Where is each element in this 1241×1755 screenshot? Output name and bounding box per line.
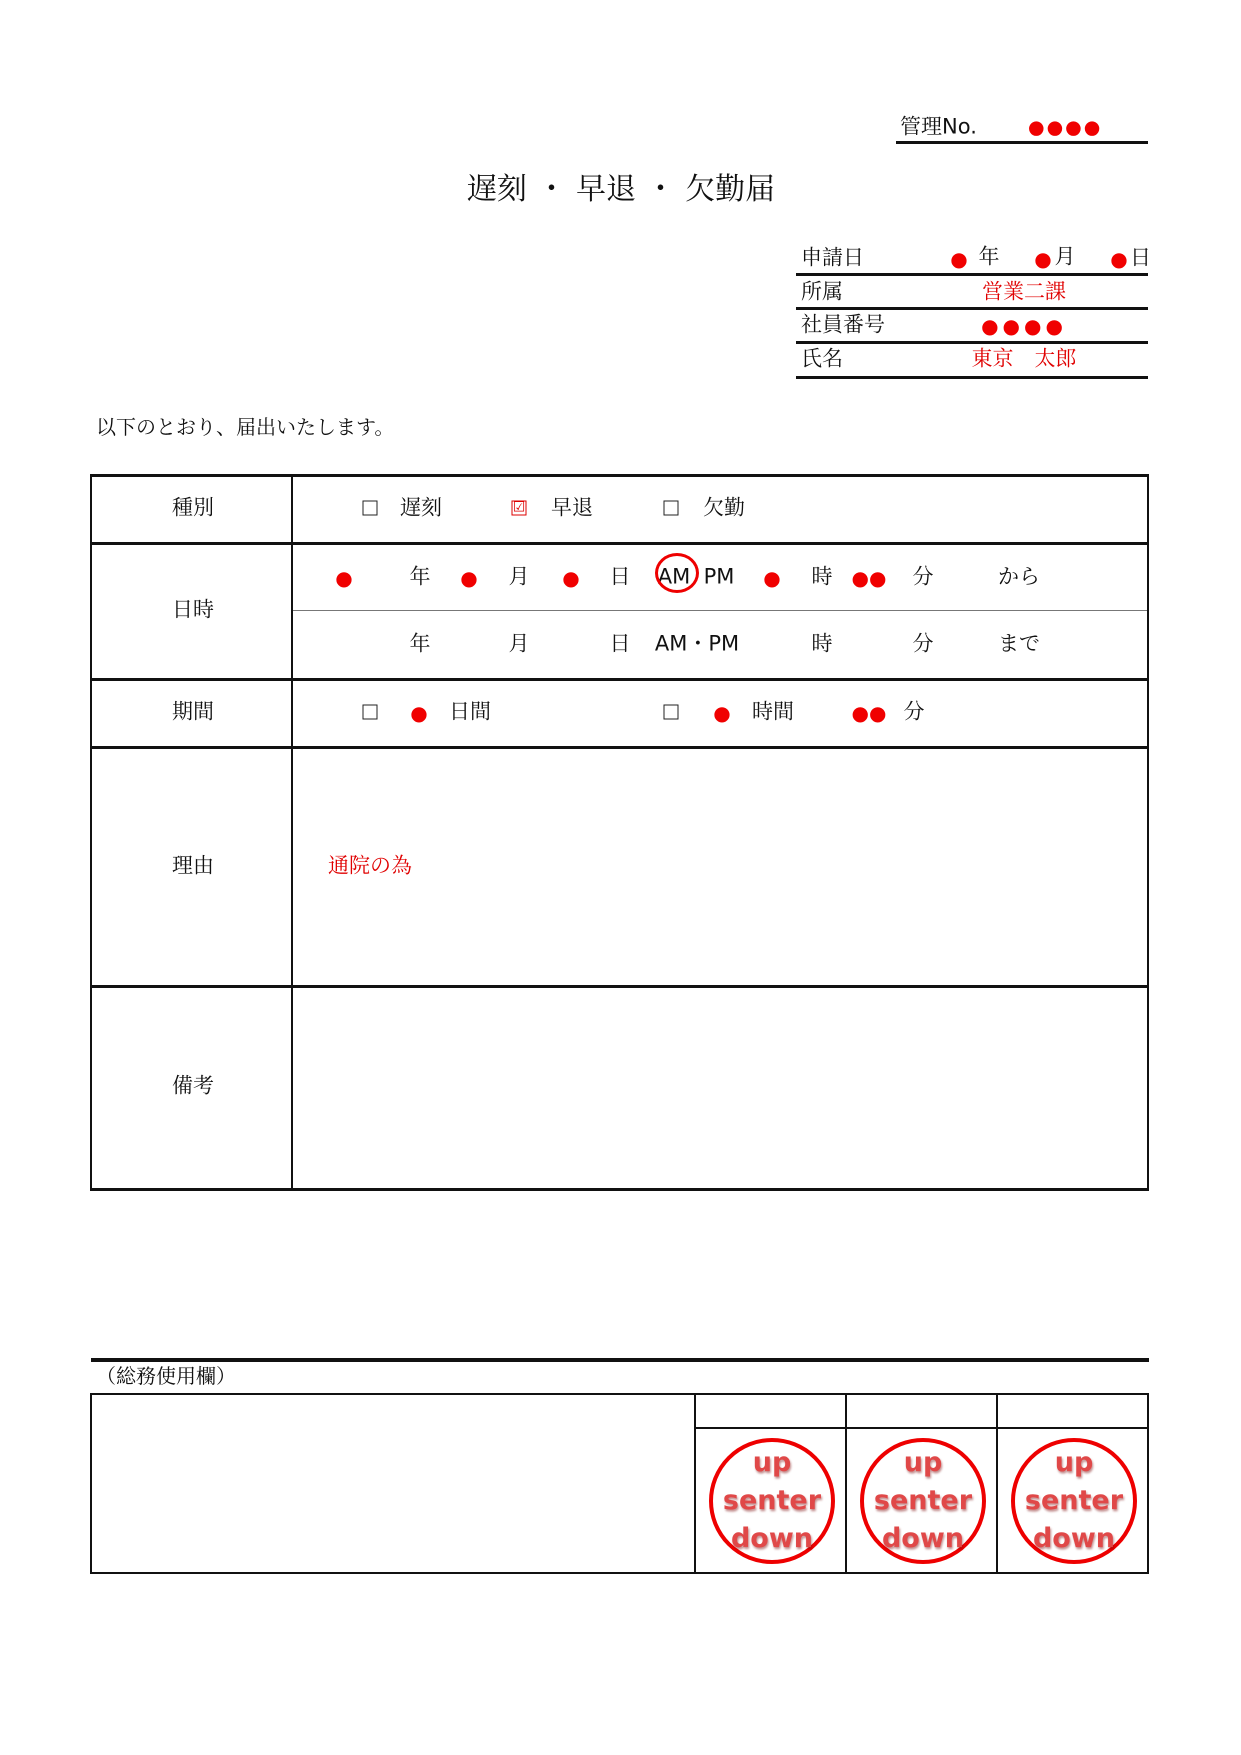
- reason-label: 理由: [172, 853, 214, 878]
- late-checkbox[interactable]: [363, 501, 378, 516]
- admin-divider: [91, 1358, 1149, 1362]
- stamp-line: senter: [1024, 1485, 1124, 1516]
- day-unit: 日: [609, 564, 631, 589]
- hour-unit: 時: [811, 564, 833, 589]
- year-unit: 年: [978, 244, 1000, 269]
- table-border: [1147, 474, 1149, 1191]
- to-ampm-option[interactable]: AM・PM: [654, 631, 740, 656]
- minute-unit: 分: [912, 564, 934, 589]
- year-unit: 年: [409, 631, 431, 656]
- type-label: 種別: [172, 495, 214, 520]
- absence-checkbox[interactable]: [664, 501, 679, 516]
- table-border: [845, 1393, 847, 1574]
- day-unit: 日: [609, 631, 631, 656]
- remarks-label: 備考: [172, 1073, 214, 1098]
- apply-day-value[interactable]: ●: [1110, 247, 1128, 271]
- reason-value[interactable]: 通院の為: [328, 853, 412, 878]
- table-border: [996, 1393, 998, 1574]
- table-border: [91, 985, 1149, 988]
- table-border: [291, 474, 293, 1191]
- period-hours-checkbox[interactable]: [664, 705, 679, 720]
- emp-no-label: 社員番号: [801, 312, 885, 337]
- apply-year-value[interactable]: ●: [950, 247, 968, 271]
- early-leave-checkbox[interactable]: ☑: [512, 499, 526, 516]
- table-border: [91, 474, 1149, 477]
- from-hour-value[interactable]: ●: [763, 566, 781, 590]
- table-border: [91, 746, 1149, 749]
- stamp-line: up: [752, 1447, 792, 1478]
- table-border: [1147, 1393, 1149, 1574]
- stamp-line: down: [881, 1523, 965, 1554]
- period-days-checkbox[interactable]: [363, 705, 378, 720]
- month-unit: 月: [508, 631, 530, 656]
- name-value[interactable]: 東京 太郎: [971, 346, 1077, 371]
- page-title: 遅刻 ・ 早退 ・ 欠勤届: [466, 172, 776, 207]
- year-unit: 年: [409, 564, 431, 589]
- table-border: [91, 1393, 1149, 1395]
- hour-unit: 時: [811, 631, 833, 656]
- table-border: [91, 678, 1149, 681]
- to-suffix: まで: [998, 631, 1040, 656]
- days-unit: 日間: [449, 699, 491, 724]
- divider: [796, 376, 1148, 379]
- day-unit: 日: [1130, 245, 1151, 270]
- table-border: [90, 1393, 92, 1574]
- absence-option-label: 欠勤: [703, 495, 745, 520]
- mgmt-no-value: ●●●●: [1028, 116, 1103, 139]
- emp-no-value[interactable]: ●●●●: [981, 314, 1067, 338]
- name-label: 氏名: [801, 346, 843, 371]
- from-suffix: から: [998, 564, 1040, 589]
- am-selected-circle: [655, 553, 699, 593]
- stamp-line: up: [1054, 1447, 1094, 1478]
- intro-text: 以下のとおり、届出いたします。: [96, 415, 395, 439]
- table-border: [694, 1393, 696, 1574]
- table-border: [90, 474, 92, 1191]
- stamp-line: senter: [722, 1485, 822, 1516]
- period-hours-value[interactable]: ●: [713, 701, 731, 725]
- datetime-label: 日時: [172, 597, 214, 622]
- approval-stamp: [860, 1438, 986, 1564]
- from-month-value[interactable]: ●: [460, 566, 478, 590]
- from-day-value[interactable]: ●: [562, 566, 580, 590]
- apply-month-value[interactable]: ●: [1034, 247, 1052, 271]
- mgmt-no-label: 管理No.: [900, 114, 977, 139]
- am-option[interactable]: AM: [657, 564, 691, 589]
- divider: [796, 341, 1148, 344]
- admin-section-label: （総務使用欄）: [96, 1364, 236, 1388]
- period-minutes-value[interactable]: ●●: [851, 701, 887, 725]
- stamp-line: down: [730, 1523, 814, 1554]
- month-unit: 月: [1054, 244, 1076, 269]
- table-border: [91, 1188, 1149, 1191]
- table-border: [91, 542, 1149, 545]
- hours-unit: 時間: [752, 699, 794, 724]
- table-border: [292, 610, 1148, 611]
- table-border: [695, 1427, 1148, 1429]
- divider: [796, 307, 1148, 310]
- from-minute-value[interactable]: ●●: [851, 566, 887, 590]
- period-days-value[interactable]: ●: [410, 701, 428, 725]
- mgmt-no-underline: [896, 141, 1148, 144]
- approval-stamp: [1011, 1438, 1137, 1564]
- minutes-unit: 分: [903, 699, 925, 724]
- divider: [796, 273, 1148, 276]
- from-year-value[interactable]: ●: [335, 566, 353, 590]
- dept-value[interactable]: 営業二課: [982, 279, 1066, 304]
- pm-option[interactable]: PM: [703, 564, 735, 589]
- dept-label: 所属: [801, 279, 843, 304]
- early-leave-option-label: 早退: [551, 495, 593, 520]
- approval-stamp: [709, 1438, 835, 1564]
- stamp-line: up: [903, 1447, 943, 1478]
- late-option-label: 遅刻: [400, 495, 442, 520]
- table-border: [91, 1572, 1149, 1574]
- stamp-line: senter: [873, 1485, 973, 1516]
- apply-date-label: 申請日: [801, 245, 864, 270]
- period-label: 期間: [172, 699, 214, 724]
- month-unit: 月: [508, 564, 530, 589]
- stamp-line: down: [1032, 1523, 1116, 1554]
- minute-unit: 分: [912, 631, 934, 656]
